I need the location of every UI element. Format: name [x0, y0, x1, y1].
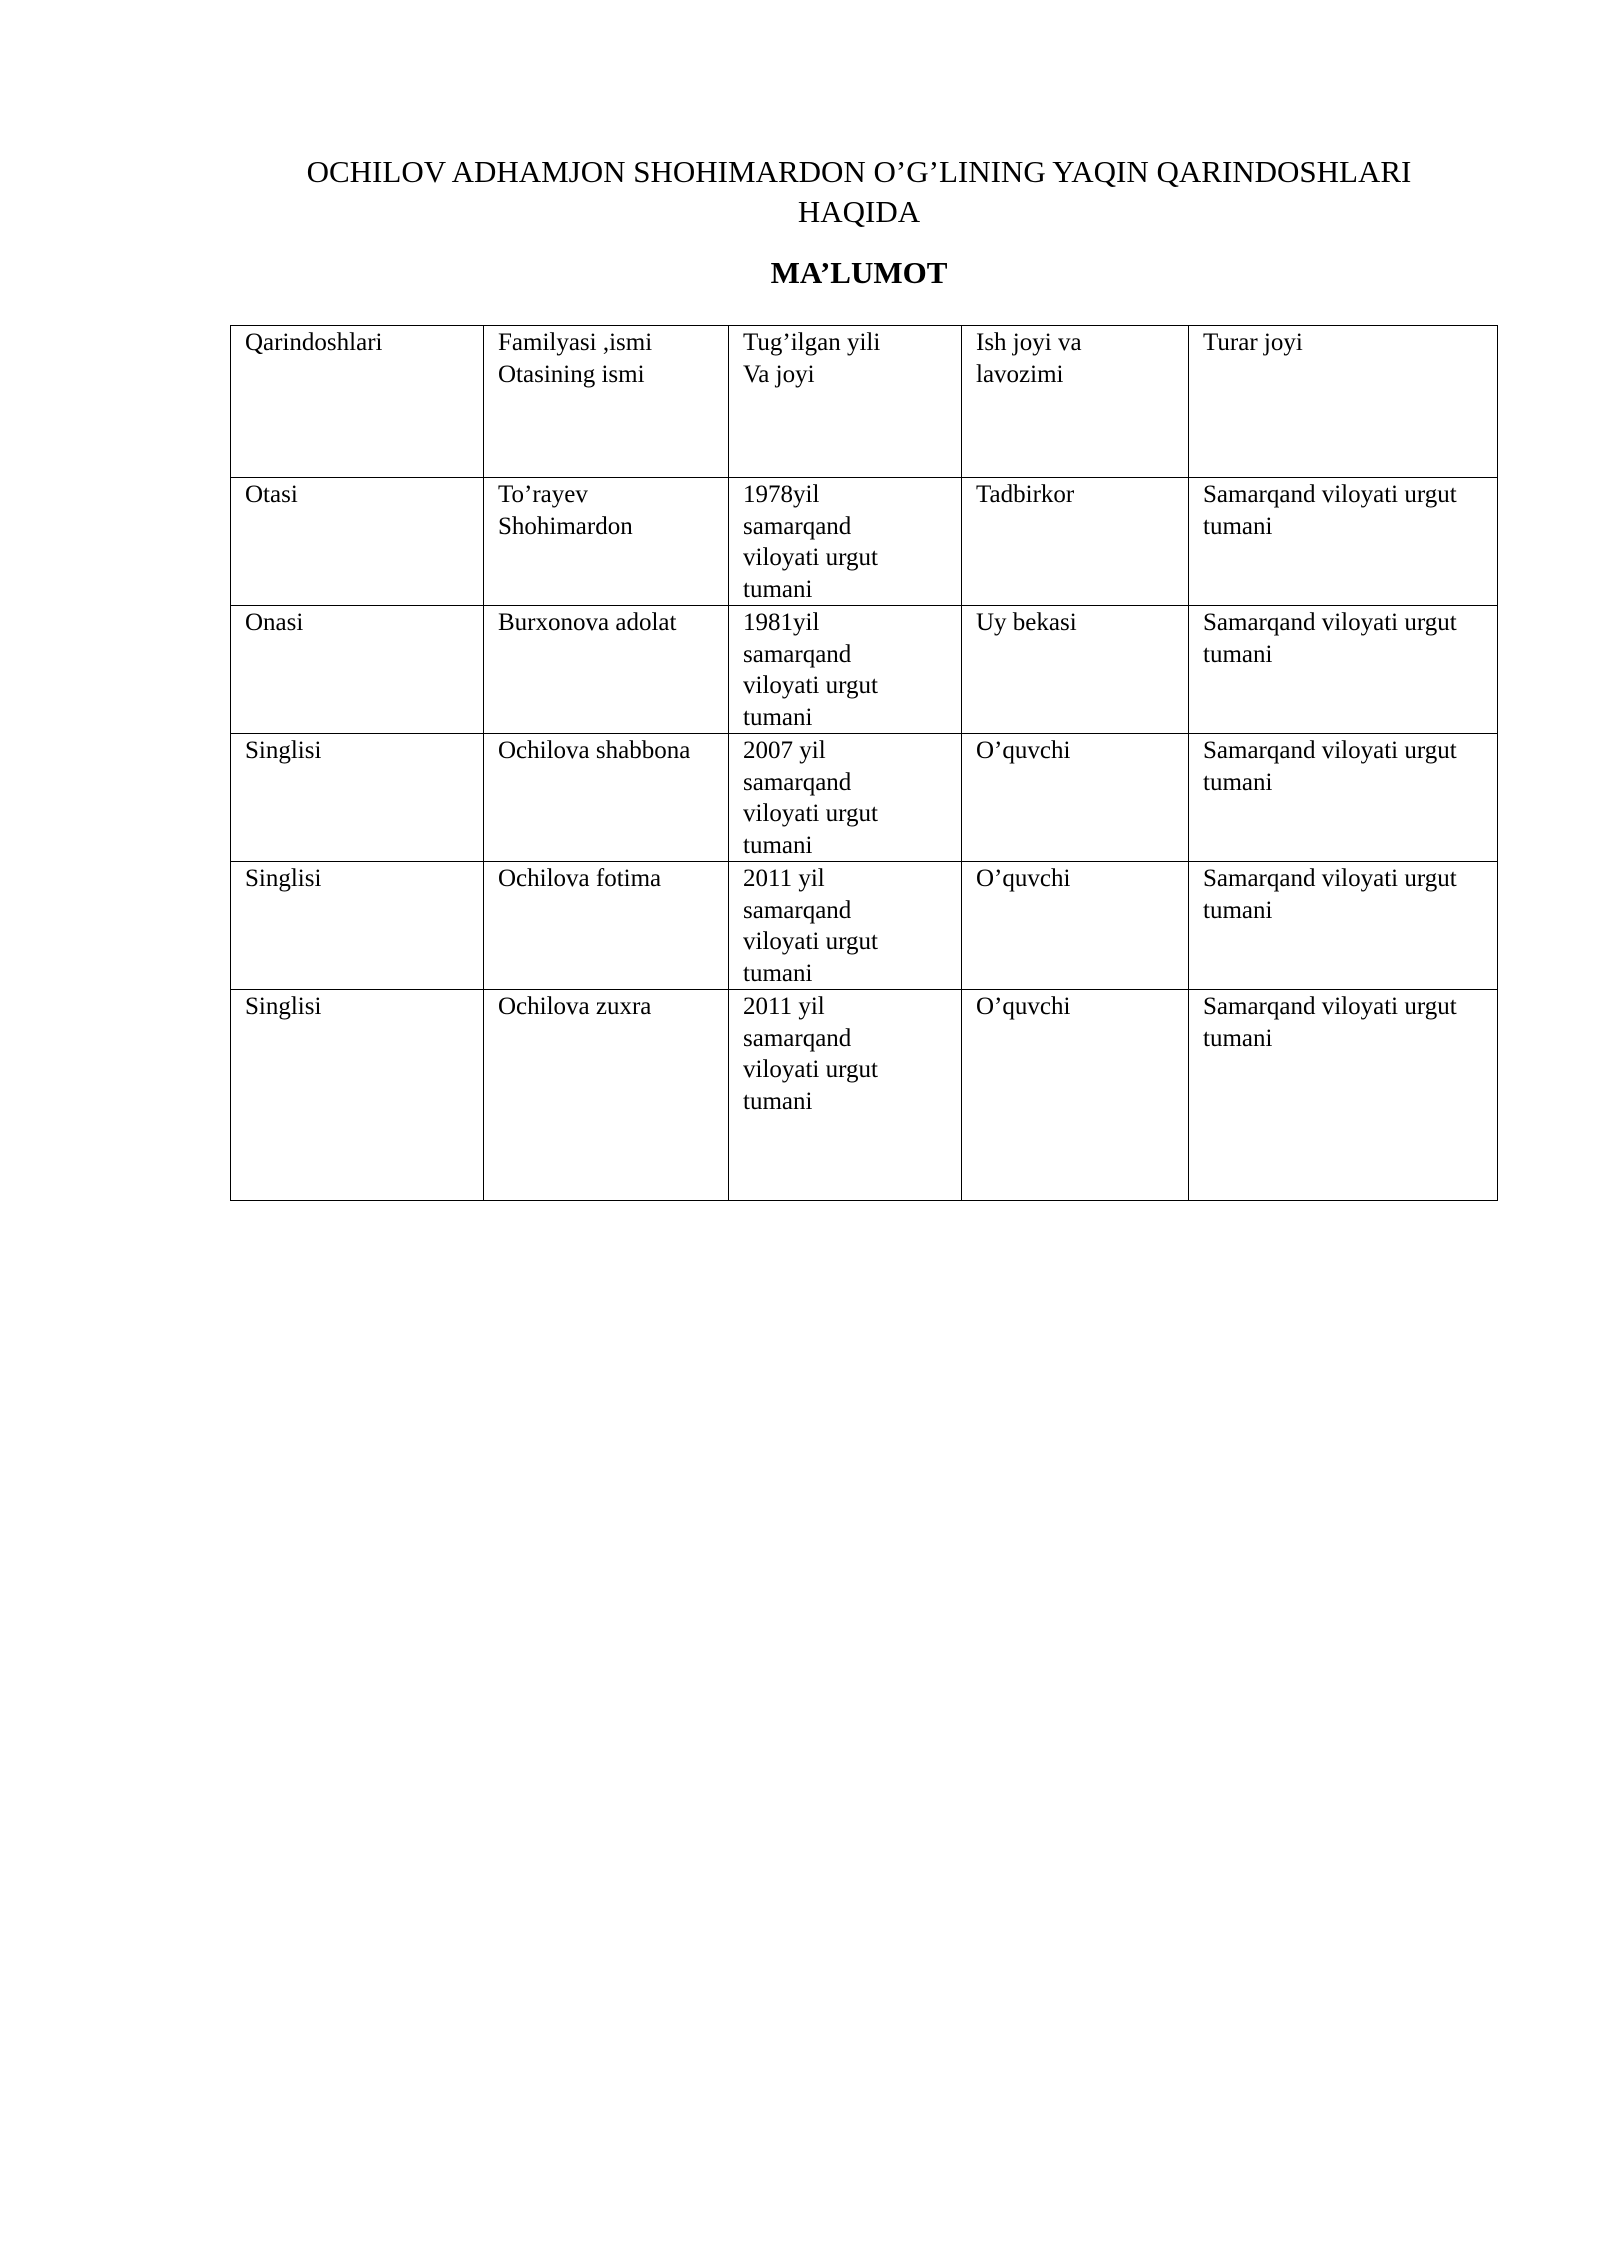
- full-name-line-2: Shohimardon: [498, 512, 633, 540]
- birth-line-2: samarqand: [743, 512, 852, 540]
- residence-line-2: tumani: [1203, 640, 1273, 668]
- header-birth-line-2: Va joyi: [743, 360, 815, 388]
- full-name-line-1: To’rayev: [498, 481, 588, 508]
- cell-full-name: [484, 990, 729, 1201]
- cell-relation: [231, 478, 484, 606]
- relation-text: Singlisi: [245, 993, 322, 1020]
- job-text: O’quvchi: [976, 993, 1071, 1020]
- cell-job: [962, 862, 1189, 990]
- header-job-line-2: lavozimi: [976, 360, 1064, 388]
- residence-line-2: tumani: [1203, 768, 1273, 796]
- header-birth: [729, 326, 962, 478]
- birth-line-2: samarqand: [743, 640, 852, 668]
- birth-line-3: viloyati urgut: [743, 544, 878, 571]
- cell-job: [962, 478, 1189, 606]
- birth-line-1: 1978yil: [743, 481, 820, 508]
- cell-full-name: [484, 606, 729, 734]
- header-residence-text: Turar joyi: [1203, 329, 1303, 356]
- full-name-line-1: Burxonova adolat: [498, 609, 677, 636]
- header-birth-line-1: Tug’ilgan yili: [743, 329, 881, 356]
- relation-text: Singlisi: [245, 737, 322, 764]
- cell-full-name: [484, 862, 729, 990]
- residence-line-2: tumani: [1203, 1024, 1273, 1052]
- header-full-name-line-1: Familyasi ,ismi: [498, 329, 653, 356]
- birth-line-1: 2011 yil: [743, 865, 825, 892]
- cell-residence: [1189, 734, 1498, 862]
- residence-line-1: Samarqand viloyati urgut: [1203, 481, 1457, 508]
- cell-residence: [1189, 478, 1498, 606]
- header-relation-text: Qarindoshlari: [245, 329, 383, 356]
- job-text: Uy bekasi: [976, 609, 1077, 636]
- residence-line-1: Samarqand viloyati urgut: [1203, 609, 1457, 636]
- header-relation: [231, 326, 484, 478]
- table-row: [231, 734, 1498, 862]
- header-residence: [1189, 326, 1498, 478]
- cell-residence: [1189, 606, 1498, 734]
- residence-line-1: Samarqand viloyati urgut: [1203, 993, 1457, 1020]
- cell-relation: [231, 606, 484, 734]
- table-row: [231, 606, 1498, 734]
- full-name-line-1: Ochilova shabbona: [498, 737, 691, 764]
- cell-relation: [231, 862, 484, 990]
- relation-text: Singlisi: [245, 865, 322, 892]
- table-row: [231, 862, 1498, 990]
- document-title-line-1: OCHILOV ADHAMJON SHOHIMARDON O’G’LINING YAQIN QARINDOSHLARI: [306, 154, 1412, 189]
- cell-full-name: [484, 478, 729, 606]
- cell-birth: [729, 862, 962, 990]
- header-full-name-line-2: Otasining ismi: [498, 360, 645, 388]
- birth-line-1: 2011 yil: [743, 993, 825, 1020]
- birth-line-2: samarqand: [743, 768, 852, 796]
- header-job-line-1: Ish joyi va: [976, 329, 1082, 356]
- birth-line-4: tumani: [743, 959, 813, 987]
- birth-line-1: 1981yil: [743, 609, 820, 636]
- birth-line-3: viloyati urgut: [743, 672, 878, 699]
- birth-line-4: tumani: [743, 703, 813, 731]
- birth-line-2: samarqand: [743, 896, 852, 924]
- table-row: [231, 990, 1498, 1201]
- birth-line-3: viloyati urgut: [743, 800, 878, 827]
- cell-birth: [729, 734, 962, 862]
- cell-job: [962, 606, 1189, 734]
- header-job: [962, 326, 1189, 478]
- birth-line-1: 2007 yil: [743, 737, 826, 764]
- residence-line-1: Samarqand viloyati urgut: [1203, 737, 1457, 764]
- table-header-row: [231, 326, 1498, 478]
- birth-line-4: tumani: [743, 1087, 813, 1115]
- cell-residence: [1189, 990, 1498, 1201]
- cell-relation: [231, 990, 484, 1201]
- cell-full-name: [484, 734, 729, 862]
- full-name-line-1: Ochilova fotima: [498, 865, 662, 892]
- relatives-table: [230, 325, 1498, 1201]
- table-row: [231, 478, 1498, 606]
- birth-line-3: viloyati urgut: [743, 1056, 878, 1083]
- cell-birth: [729, 478, 962, 606]
- job-text: Tadbirkor: [976, 481, 1075, 508]
- cell-residence: [1189, 862, 1498, 990]
- cell-job: [962, 734, 1189, 862]
- relation-text: Otasi: [245, 481, 298, 508]
- document-subtitle: MA’LUMOT: [770, 255, 948, 290]
- document-title-line-2: HAQIDA: [797, 194, 921, 229]
- birth-line-2: samarqand: [743, 1024, 852, 1052]
- residence-line-1: Samarqand viloyati urgut: [1203, 865, 1457, 892]
- cell-relation: [231, 734, 484, 862]
- full-name-line-1: Ochilova zuxra: [498, 993, 652, 1020]
- residence-line-2: tumani: [1203, 896, 1273, 924]
- birth-line-4: tumani: [743, 575, 813, 603]
- cell-birth: [729, 990, 962, 1201]
- cell-birth: [729, 606, 962, 734]
- relation-text: Onasi: [245, 609, 304, 636]
- header-full-name: [484, 326, 729, 478]
- birth-line-3: viloyati urgut: [743, 928, 878, 955]
- birth-line-4: tumani: [743, 831, 813, 859]
- job-text: O’quvchi: [976, 865, 1071, 892]
- residence-line-2: tumani: [1203, 512, 1273, 540]
- cell-job: [962, 990, 1189, 1201]
- job-text: O’quvchi: [976, 737, 1071, 764]
